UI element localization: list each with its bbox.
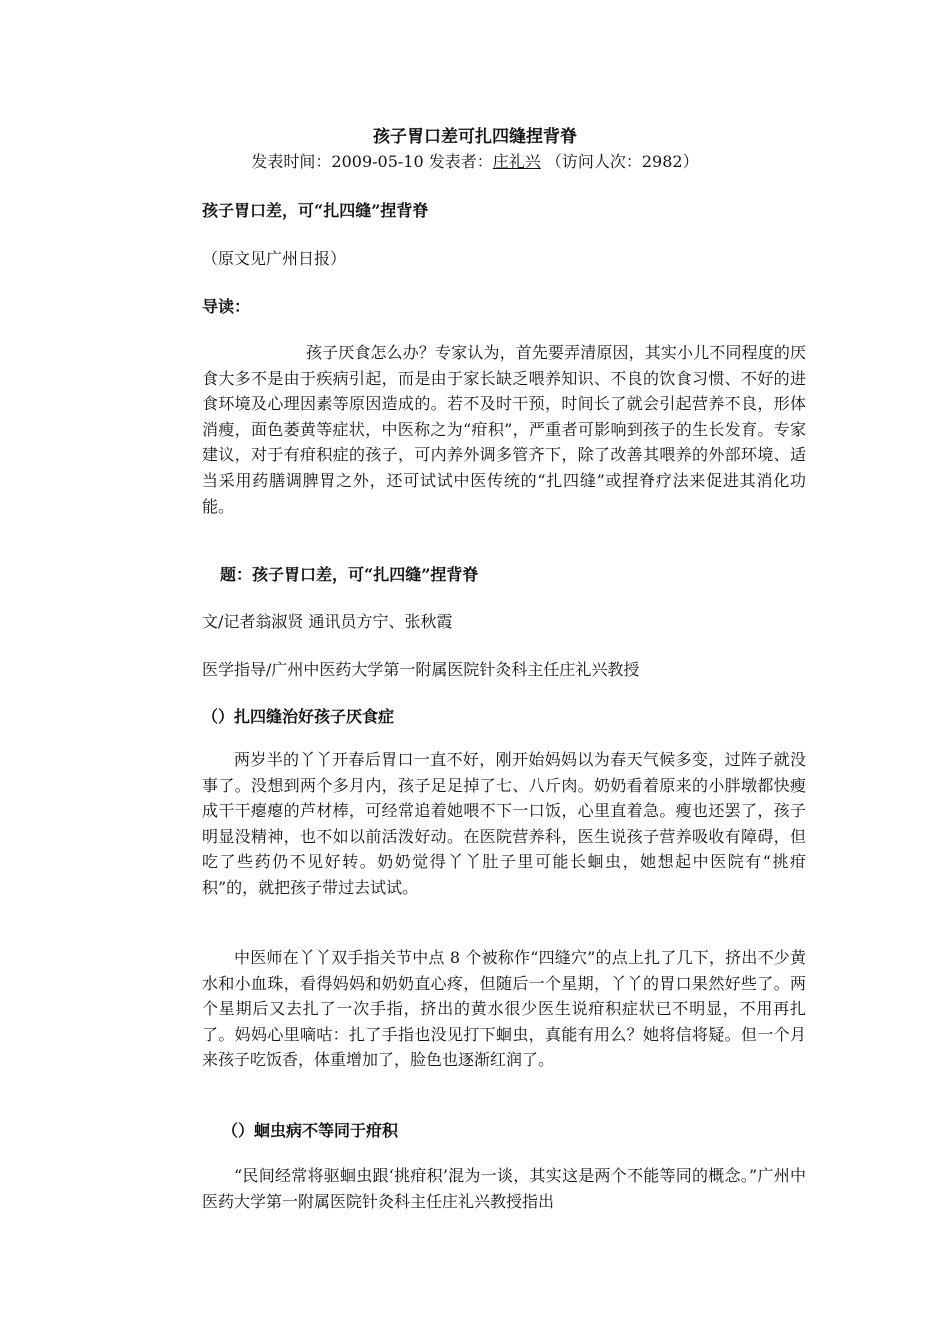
visit-count: （访问人次：2982）	[540, 152, 699, 171]
subtitle: 题：孩子胃口差，可“扎四缝”捏背脊	[220, 565, 479, 584]
section2-heading: （）蛔虫病不等同于疳积	[222, 1121, 399, 1140]
section2-paragraph-1: “民间经常将驱蛔虫跟‘挑疳积’混为一谈，其实这是两个不能等同的概念。”广州中医药大学第一附属医院针灸科主任庄礼兴教授指出	[202, 1166, 806, 1211]
medical-guidance: 医学指导/广州中医药大学第一附属医院针灸科主任庄礼兴教授	[202, 660, 640, 679]
article-meta	[0, 151, 950, 173]
section1-heading: （）扎四缝治好孩子厌食症	[202, 707, 395, 726]
intro-label: 导读：	[202, 297, 251, 316]
byline: 文/记者翁淑贤 通讯员方宁、张秋霞	[202, 612, 453, 631]
author-link[interactable]: 庄礼兴	[492, 152, 541, 171]
section1-paragraph-2: 中医师在丫丫双手指关节中点 8 个被称作“四缝穴”的点上扎了几下，挤出不少黄水和小血珠，看得妈妈和奶奶直心疼，但随后一个星期，丫丫的胃口果然好些了。两个星期后又去扎了一次手指，挤出的黄水很少医生说疳积症状已不明显，不用再扎了。妈妈心里嘀咕：扎了手指也没见打下蛔虫，真能有用么？她将信将疑。但一个月来孩子吃饭香，体重增加了，脸色也逐渐红润了。	[202, 948, 806, 1070]
source-note: （原文见广州日报）	[202, 249, 347, 268]
section1-paragraph-1: 两岁半的丫丫开春后胃口一直不好，刚开始妈妈以为春天气候多变，过阵子就没事了。没想到两个多月内，孩子足足掉了七、八斤肉。奶奶看着原来的小胖墩都快瘦成干干瘪瘪的芦材棒，可经常追着她喂不下一口饭，心里直着急。瘦也还罢了，孩子明显没精神，也不如以前活泼好动。在医院营养科，医生说孩子营养吸收有障碍，但吃了些药仍不见好转。奶奶觉得丫丫肚子里可能长蛔虫，她想起中医院有“挑疳积”的，就把孩子带过去试试。	[202, 750, 806, 897]
intro-paragraph: 孩子厌食怎么办？专家认为，首先要弄清原因，其实小儿不同程度的厌食大多不是由于疾病引起，而是由于家长缺乏喂养知识、不良的饮食习惯、不好的进食环境及心理因素等原因造成的。若不及时干预，时间长了就会引起营养不良，形体消瘦，面色萎黄等症状，中医称之为“疳积”，严重者可影响到孩子的生长发育。专家建议，对于有疳积症的孩子，可内养外调多管齐下，除了改善其喂养的外部环境、适当采用药膳调脾胃之外，还可试试中医传统的“扎四缝”或捏脊疗法来促进其消化功能。	[202, 343, 806, 516]
page-title: 孩子胃口差可扎四缝捏背脊	[373, 127, 577, 147]
publish-info: 发表时间：2009-05-10 发表者：	[251, 152, 493, 171]
article-headline: 孩子胃口差，可“扎四缝”捏背脊	[202, 201, 429, 220]
